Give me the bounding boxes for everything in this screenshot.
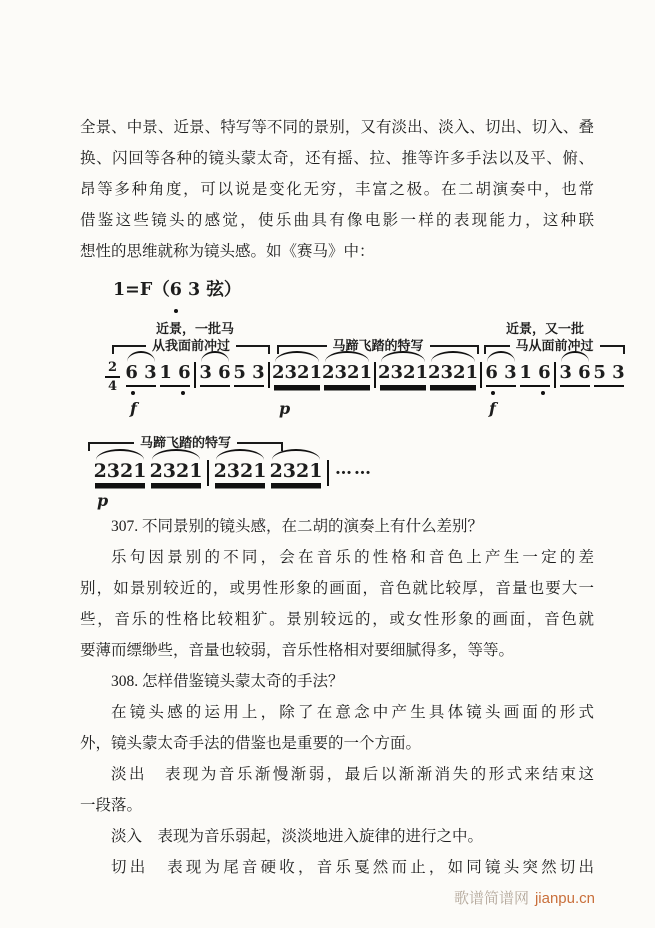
watermark-site-url: jianpu.cn (534, 890, 595, 907)
bar-line (207, 460, 209, 486)
term-fade-out-line: 淡出 表现为音乐渐慢渐弱，最后以渐渐消失的形式来结束这 (111, 766, 594, 783)
note-group: 3 6 (560, 363, 590, 387)
phrase-label: 马从面前冲过 (515, 338, 594, 353)
dynamic-forte: f (130, 399, 137, 418)
note-group: 6 3 (126, 363, 156, 387)
low-octave-dot (541, 391, 545, 395)
key-prefix: 1=F（ (113, 280, 170, 300)
bracket-line (237, 442, 281, 444)
bracket-line (279, 345, 327, 347)
note-group: 1 6 (160, 363, 190, 387)
bracket-tick (477, 345, 479, 354)
key-suffix: 3 弦） (181, 280, 242, 300)
text-line: 借鉴这些镜头的感觉，使乐曲具有像电影一样的表现能力，这种联 (80, 212, 594, 229)
note-group: 2321 (271, 461, 321, 485)
note-group: 2321 (95, 461, 145, 485)
bracket-line (236, 345, 268, 347)
page-content (80, 112, 625, 883)
key-signature-line (80, 269, 594, 311)
score-line-2 (80, 433, 594, 511)
dynamic-piano: p (97, 491, 109, 510)
bar-line (480, 362, 482, 388)
bar-line (194, 362, 196, 388)
text-line: 换、闪回等各种的镜头蒙太奇，还有摇、拉、推等许多手法以及平、俯、 (80, 150, 594, 167)
low-octave-note: 6 (170, 269, 182, 311)
watermark-site-name: 歌谱简谱网 (453, 890, 529, 907)
bracket-line (486, 345, 510, 347)
phrase-label: 从我面前冲过 (152, 338, 231, 353)
low-octave-dot (491, 391, 495, 395)
note-group: 5 3 (234, 363, 264, 387)
text-line: 想性的思维就称为镜头感。如《赛马》中： (80, 243, 375, 260)
term-fade-in-line: 淡入 表现为音乐弱起，淡淡地进入旋律的进行之中。 (111, 828, 484, 845)
bracket-tick (623, 345, 625, 354)
text-line: 外，镜头蒙太奇手法的借鉴也是重要的一个方面。 (80, 735, 422, 752)
dynamic-piano: p (279, 399, 291, 418)
note-group: 2321 (215, 461, 265, 485)
bar-line (554, 362, 556, 388)
note-group: 1 6 (520, 363, 550, 387)
term-cut-out-line: 切出 表现为尾音硬收，音乐戛然而止，如同镜头突然切出 (111, 859, 594, 876)
score-line-1 (80, 319, 625, 421)
bracket-line (114, 345, 146, 347)
text-line: 在镜头感的运用上，除了在意念中产生具体镜头画面的形式 (111, 704, 594, 721)
note-group: 5 3 (594, 363, 624, 387)
note-group: 6 3 (486, 363, 516, 387)
bar-line (268, 362, 270, 388)
bracket-tick (268, 345, 270, 354)
bar-line (327, 460, 329, 486)
time-signature-denominator: 4 (105, 376, 120, 393)
text-line: 些，音乐的性格比较粗犷。景别较远的，或女性形象的画面，音色就 (80, 611, 594, 628)
note-group: 2321 (151, 461, 201, 485)
notes-row (95, 461, 373, 486)
question-307: 307. 不同景别的镜头感，在二胡的演奏上有什么差别？ (111, 518, 484, 535)
question-308: 308. 怎样借鉴镜头蒙太奇的手法？ (111, 673, 344, 690)
bracket-line (600, 345, 624, 347)
low-octave-dot (131, 391, 135, 395)
bar-line (374, 362, 376, 388)
note-group: 2321 (430, 363, 476, 387)
note-group: 2321 (274, 363, 320, 387)
note-group: 2321 (380, 363, 426, 387)
shot-label-closeup-1: 近景，一批马 (155, 321, 234, 336)
notes-row (105, 360, 625, 394)
low-octave-dot (181, 391, 185, 395)
intro-paragraph (80, 112, 594, 267)
watermark (454, 889, 595, 909)
text-line: 全景、中景、近景、特写等不同的景别，又有淡出、淡入、切出、切入、叠 (80, 119, 594, 136)
text-line: 别，如景别较近的，或男性形象的画面，音色就比较厚，音量也要大一 (80, 580, 594, 597)
text-line: 昂等多种角度，可以说是变化无穷，丰富之极。在二胡演奏中，也常 (80, 181, 594, 198)
time-signature (105, 361, 120, 393)
text-line: 乐句因景别的不同，会在音乐的性格和音色上产生一定的差 (111, 549, 594, 566)
bracket-line (430, 345, 478, 347)
note-group: 2321 (324, 363, 370, 387)
phrase-label: 马蹄飞踏的特写 (332, 338, 424, 353)
phrase-label: 马蹄飞踏的特写 (140, 435, 232, 450)
shot-label-closeup-2: 近景，又一批 (505, 321, 584, 336)
bracket-line (90, 442, 134, 444)
continuation-dots: …… (335, 459, 373, 479)
text-line: 要薄而缥缈些，音量也较弱，音乐性格相对要细腻得多，等等。 (80, 642, 515, 659)
dynamic-forte: f (489, 399, 496, 418)
note-group: 3 6 (200, 363, 230, 387)
time-signature-numerator: 2 (108, 360, 118, 375)
text-line: 一段落。 (80, 797, 143, 814)
